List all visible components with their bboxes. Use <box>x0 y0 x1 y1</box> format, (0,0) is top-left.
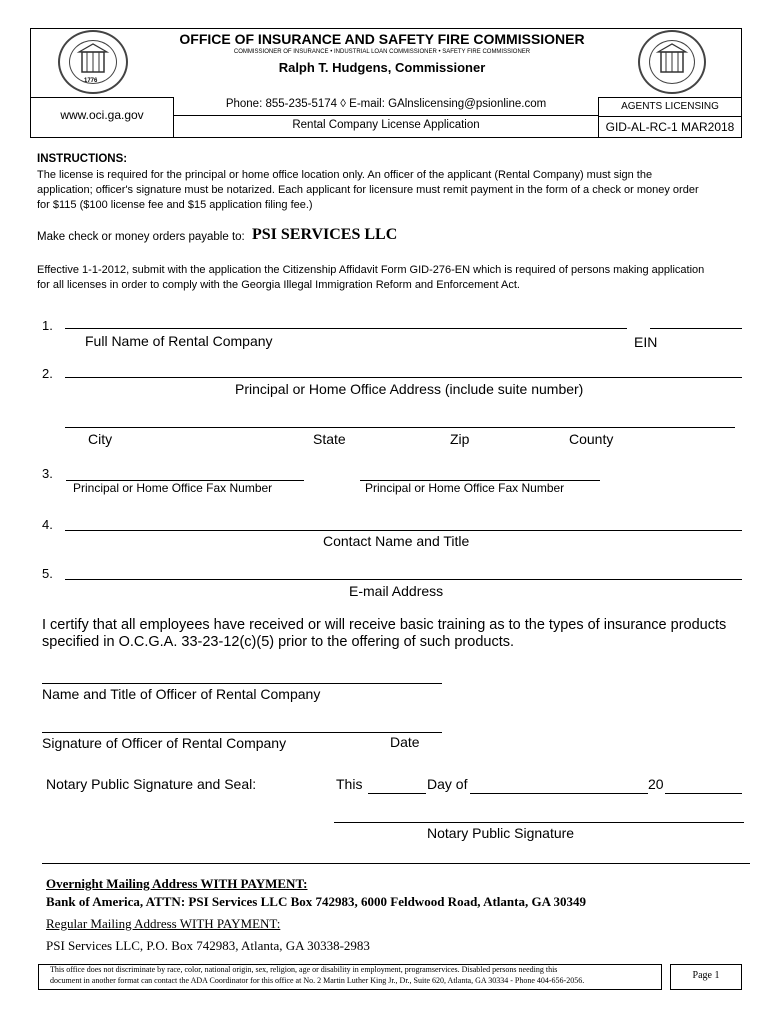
georgia-state-seal <box>58 30 128 94</box>
regular-address: PSI Services LLC, P.O. Box 742983, Atlanta, GA 30338-2983 <box>46 938 370 953</box>
month-field[interactable] <box>470 793 648 794</box>
form-title: Rental Company License Application <box>292 119 480 131</box>
officer-signature-field[interactable] <box>42 732 442 733</box>
field-number-3: 3. <box>42 466 53 481</box>
notary-seal-label: Notary Public Signature and Seal: <box>46 776 257 792</box>
field-number-1: 1. <box>42 318 53 333</box>
agents-divider <box>598 116 742 117</box>
field-number-2: 2. <box>42 366 53 381</box>
officer-signature-label: Signature of Officer of Rental Company <box>42 735 287 751</box>
agents-licensing: AGENTS LICENSING <box>621 101 719 112</box>
page-number: Page 1 <box>692 970 720 981</box>
city-label: City <box>88 431 113 447</box>
effective-line-1: Effective 1-1-2012, submit with the application the Citizenship Affidavit Form GID-276-EN which is required of persons making application <box>37 264 705 276</box>
date-label: Date <box>390 734 420 750</box>
ein-label: EIN <box>634 334 658 350</box>
seal-left-year: 1776 <box>84 78 98 84</box>
field-number-4: 4. <box>42 517 53 532</box>
email-field[interactable] <box>65 579 742 580</box>
fax-right-label: Principal or Home Office Fax Number <box>365 481 565 495</box>
contact-info: Phone: 855-235-5174 ◊ E-mail: GAlnslicensing@psionline.com <box>225 98 547 110</box>
year-field[interactable] <box>665 793 742 794</box>
instructions-line-2: application; officer's signature must be notarized. Each applicant for licensure must remit payment in the form of a check or money order <box>37 184 699 196</box>
payable-label: Make check or money orders payable to: <box>37 231 245 243</box>
officer-name-title-field[interactable] <box>42 683 442 684</box>
office-title: OFFICE OF INSURANCE AND SAFETY FIRE COMMISSIONER <box>179 31 585 47</box>
this-day-field[interactable] <box>368 793 426 794</box>
notice-line-2: document in another format can contact the ADA Coordinator for this office at No. 2 Martin Luther King Jr., Dr., Suite 620, Atlanta, GA 30334 - Phone 404-656-2056. <box>50 976 585 985</box>
notary-signature-field[interactable] <box>334 822 744 823</box>
overnight-heading: Overnight Mailing Address WITH PAYMENT: <box>46 876 308 891</box>
instructions-line-3: for $115 ($100 license fee and $15 application filing fee.) <box>37 199 313 211</box>
overnight-address: Bank of America, ATTN: PSI Services LLC Box 742983, 6000 Feldwood Road, Atlanta, GA 30349 <box>46 894 587 909</box>
rental-company-name-field[interactable] <box>65 328 627 329</box>
rental-company-name-label: Full Name of Rental Company <box>85 333 273 349</box>
officer-name-title-label: Name and Title of Officer of Rental Company <box>42 686 321 702</box>
zip-label: Zip <box>450 431 470 447</box>
address-field[interactable] <box>65 377 742 378</box>
regular-heading: Regular Mailing Address WITH PAYMENT: <box>46 916 281 931</box>
header-divider <box>174 115 598 116</box>
commissioner-name: Ralph T. Hudgens, Commissioner <box>278 60 486 75</box>
year-prefix-label: 20 <box>648 776 664 792</box>
effective-line-2: for all licenses in order to comply with the Georgia Illegal Immigration Reform and Enforcement Act. <box>37 279 520 291</box>
office-subtitle: COMMISSIONER OF INSURANCE • INDUSTRIAL LOAN COMMISSIONER • SAFETY FIRE COMMISSIONER <box>233 49 531 55</box>
form-code: GID-AL-RC-1 MAR2018 <box>605 120 735 134</box>
payable-to: PSI SERVICES LLC <box>252 226 398 243</box>
instructions-line-1: The license is required for the principal or home office location only. An officer of the applicant (Rental Company) must sign the <box>37 169 653 181</box>
certify-line-1: I certify that all employees have received or will receive basic training as to the types of insurance products <box>42 617 727 633</box>
day-of-label: Day of <box>427 776 468 792</box>
field-number-5: 5. <box>42 566 53 581</box>
website-link[interactable]: www.oci.ga.gov <box>60 108 144 122</box>
notary-signature-label: Notary Public Signature <box>427 825 575 841</box>
state-label: State <box>313 431 346 447</box>
city-state-zip-county-field[interactable] <box>65 427 735 428</box>
instructions-heading: INSTRUCTIONS: <box>37 153 128 165</box>
email-label: E-mail Address <box>349 583 444 599</box>
insurance-commissioner-seal <box>638 30 706 94</box>
ein-field[interactable] <box>650 328 742 329</box>
fax-left-label: Principal or Home Office Fax Number <box>73 481 273 495</box>
certify-line-2: specified in O.C.G.A. 33-23-12(c)(5) prior to the offering of such products. <box>42 634 515 650</box>
address-label: Principal or Home Office Address (include suite number) <box>235 381 584 397</box>
section-divider <box>42 863 750 864</box>
contact-name-label: Contact Name and Title <box>323 533 470 549</box>
contact-name-field[interactable] <box>65 530 742 531</box>
county-label: County <box>569 431 614 447</box>
this-label: This <box>336 776 363 792</box>
notice-line-1: This office does not discriminate by race, color, national origin, sex, religion, age or disability in employment, programservices. Disabled persons needing this <box>50 965 558 974</box>
